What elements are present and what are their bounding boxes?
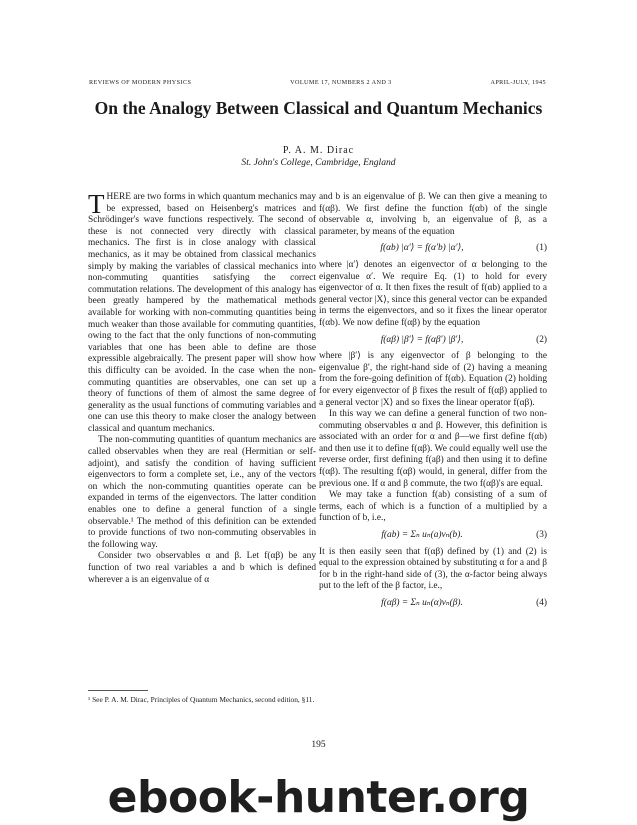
equation-number: (3)	[536, 530, 547, 541]
journal-name: REVIEWS OF MODERN PHYSICS	[89, 79, 192, 86]
equation-number: (2)	[536, 334, 547, 345]
issue-date: APRIL-JULY, 1945	[490, 79, 546, 86]
intro-paragraph	[88, 189, 316, 435]
author-name: P. A. M. Dirac	[282, 145, 355, 156]
paper-title: On the Analogy Between Classical and Quantum Mechanics	[94, 98, 543, 118]
paragraph: Consider two observables α and β. Let f(αβ) be any function of two real variables a and b which is defined wherever a is an eigenvalue of α	[88, 551, 316, 585]
paragraph-text: HERE are two forms in which quantum mechanics may be expressed, based on Heisenberg's matrices and Schrödinger's wave functions respectively. The second of these is not connected very directly with classical mechanics. The first is in close analogy with classical mechanics, as it may be obtained from classical mechanics simply by making the variables of classical mechanics into non-commuting quantities satisfying the correct commutation relations. The development of this analogy has been greatly hampered by the mathematical methods available for working with non-commuting quantities being much weaker than those available for commuting quantities, owing to the fact that the only functions of non-commuting variables that one has been able to define are those expressible algebraically. The present paper will show how this difficulty can be avoided. In the case when the non-commuting quantities are observables, one can set up a theory of functions of them of almost the same degree of generality as the usual functions of commuting variables and one can use this theory to make closer the analogy between classical and quantum mechanics.	[88, 192, 316, 434]
watermark: ebook-hunter.org	[107, 772, 530, 823]
left-column	[88, 189, 316, 586]
equation-body: f(ab) = Σₙ uₙ(a)vₙ(b).	[381, 530, 463, 541]
drop-cap: T	[88, 189, 105, 219]
footnote-divider	[88, 690, 148, 691]
equation-body: f(αβ) |β′⟩ = f(αβ′) |β′⟩,	[380, 334, 464, 345]
paragraph: where |β′⟩ is any eigenvector of β belonging to the eigenvalue β′, the right-hand side of (2) having a meaning from the fore-going definition of f(αb). Equation (2) holding for every eigenvector of β fixes the result of f(αβ) applied to a general vector |X⟩ and so fixes the linear operator f(αβ).	[319, 351, 547, 408]
equation-number: (4)	[536, 598, 547, 608]
equation-number: (1)	[536, 243, 547, 254]
paragraph: and b is an eigenvalue of β. We can then give a meaning to f(αβ). We first define the function f(αb) of the single observable α, involving b, an eigenvalue of β, as a parameter, by means of the equation	[319, 192, 547, 237]
equation-body: f(αβ) = Σₙ uₙ(α)vₙ(β).	[381, 598, 463, 608]
volume-info: VOLUME 17, NUMBERS 2 AND 3	[290, 79, 392, 86]
paragraph: It is then easily seen that f(αβ) defined by (1) and (2) is equal to the expression obtained by substituting α for a and β for b in the right-hand side of (3), the α-factor being always put to the left of the β factor, i.e.,	[319, 546, 547, 592]
equation-body: f(αb) |α′⟩ = f(α′b) |α′⟩,	[380, 243, 464, 254]
paragraph: The non-commuting quantities of quantum mechanics are called observables when they are real (Hermitian or self-adjoint), and satisfy the condition of having sufficient eigenvectors to form a complete set, i.e., any of the vectors on which the non-commuting quantities operate can be expanded in terms of the eigenvectors. The latter condition enables one to define a general function of a single observable.¹ The method of this definition can be extended to provide functions of two non-commuting observables in the following way.	[88, 435, 316, 550]
running-head	[89, 79, 546, 89]
paragraph: where |α′⟩ denotes an eigenvector of α belonging to the eigenvalue α′. We require Eq. (1) to hold for every eigenvector of α. It then fixes the result of f(αb) applied to a general vector |X⟩, since this general vector can be expanded in terms the eigenvectors, and so it fixes the linear operator f(αb). We now define f(αβ) by the equation	[319, 259, 547, 328]
equation-4	[319, 598, 547, 610]
equation-1	[319, 243, 547, 255]
footnote: ¹ See P. A. M. Dirac, Principles of Quantum Mechanics, second edition, §11.	[88, 695, 315, 704]
paragraph: We may take a function f(ab) consisting of a sum of terms, each of which is a function of a multiplied by a function of b, i.e.,	[319, 490, 547, 524]
right-column	[319, 192, 547, 615]
equation-2	[319, 335, 547, 347]
equation-3	[319, 530, 547, 542]
paragraph: In this way we can define a general function of two non-commuting observables α and β. However, this definition is associated with an order for α and β—we first define f(αb) and then use it to define f(αβ). We could equally well use the reverse order, first defining f(aβ) and then using it to define f(αβ). The resulting f(αβ) would, in general, differ from the previous one. If α and β commute, the two f(αβ)'s are equal.	[319, 409, 547, 489]
page-number: 195	[311, 740, 326, 750]
author-affiliation: St. John's College, Cambridge, England	[241, 157, 396, 168]
